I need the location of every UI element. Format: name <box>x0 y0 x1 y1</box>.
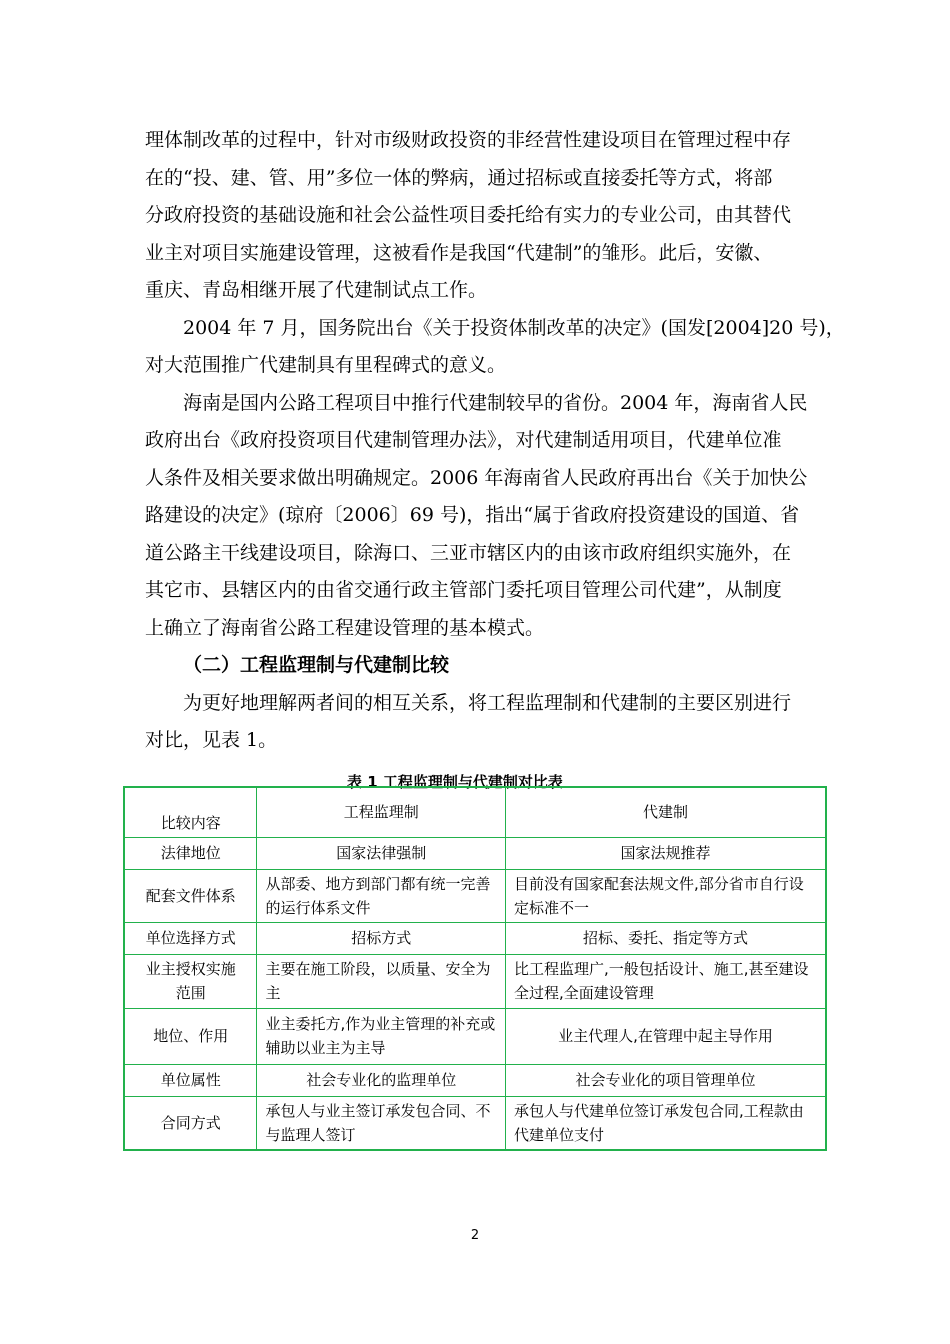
text-line: 为更好地理解两者间的相互关系，将工程监理制和代建制的主要区别进行 <box>183 691 792 714</box>
paragraph-1 <box>145 122 805 310</box>
table-row <box>124 1008 826 1064</box>
comparison-table-wrapper <box>123 786 827 1151</box>
table-caption: 表 1 工程监理制与代建制对比表 <box>347 772 563 791</box>
text-line: 海南是国内公路工程项目中推行代建制较早的省份。2004 年，海南省人民 <box>183 391 808 414</box>
table-row <box>124 1064 826 1096</box>
header-cell: 工程监理制 <box>257 787 506 837</box>
table-cell: 地位、作用 <box>124 1008 257 1064</box>
text-line: 政府出台《政府投资项目代建制管理办法》，对代建制适用项目，代建单位准 <box>145 429 782 451</box>
table-row <box>124 922 826 954</box>
table-cell: 业主委托方,作为业主管理的补充或辅助以业主为主导 <box>257 1008 506 1064</box>
table-cell: 配套文件体系 <box>124 869 257 922</box>
table-cell: 目前没有国家配套法规文件,部分省市自行设定标准不一 <box>505 869 826 922</box>
body-text <box>145 122 845 796</box>
text-line: 道公路主干线建设项目，除海口、三亚市辖区内的由该市政府组织实施外，在 <box>145 541 792 564</box>
table-cell: 合同方式 <box>124 1096 257 1150</box>
comparison-table <box>123 786 827 1151</box>
table-cell: 比工程监理广,一般包括设计、施工,甚至建设全过程,全面建设管理 <box>505 954 826 1008</box>
section-heading: （二）工程监理制与代建制比较 <box>183 654 450 676</box>
table-cell: 招标、委托、指定等方式 <box>505 922 826 954</box>
intro-paragraph <box>145 685 805 760</box>
table-cell: 业主授权实施范围 <box>124 954 257 1008</box>
table-row <box>124 837 826 869</box>
text-line: 对比，见表 1。 <box>145 729 278 751</box>
table-cell: 法律地位 <box>124 837 257 869</box>
table-cell: 承包人与代建单位签订承发包合同,工程款由代建单位支付 <box>505 1096 826 1150</box>
text-line: 路建设的决定》(琼府〔2006〕69 号)，指出“属于省政府投资建设的国道、省 <box>145 504 800 526</box>
table-row <box>124 869 826 922</box>
header-cell: 比较内容 <box>124 787 257 837</box>
table-header-row <box>124 787 826 837</box>
text-line: 分政府投资的基础设施和社会公益性项目委托给有实力的专业公司，由其替代 <box>145 204 792 226</box>
table-cell: 单位属性 <box>124 1064 257 1096</box>
text-line: 2004 年 7 月，国务院出台《关于投资体制改革的决定》(国发[2004]20 号)， <box>183 316 845 339</box>
text-line: 业主对项目实施建设管理，这被看作是我国“代建制”的雏形。此后，安徽、 <box>145 241 773 264</box>
text-line: 理体制改革的过程中，针对市级财政投资的非经营性建设项目在管理过程中存 <box>145 129 792 151</box>
table-cell: 国家法律强制 <box>257 837 506 869</box>
table-cell: 承包人与业主签订承发包合同、不与监理人签订 <box>257 1096 506 1150</box>
table-row <box>124 1096 826 1150</box>
text-line: 其它市、县辖区内的由省交通行政主管部门委托项目管理公司代建”，从制度 <box>145 579 782 601</box>
text-line: 人条件及相关要求做出明确规定。2006 年海南省人民政府再出台《关于加快公 <box>145 466 808 489</box>
table-cell: 单位选择方式 <box>124 922 257 954</box>
paragraph-3 <box>145 385 808 648</box>
text-line: 对大范围推广代建制具有里程碑式的意义。 <box>145 354 507 376</box>
text-line: 在的“投、建、管、用”多位一体的弊病，通过招标或直接委托等方式，将部 <box>145 166 773 189</box>
table-cell: 社会专业化的项目管理单位 <box>505 1064 826 1096</box>
table-cell: 从部委、地方到部门都有统一完善的运行体系文件 <box>257 869 506 922</box>
table-cell: 国家法规推荐 <box>505 837 826 869</box>
table-cell: 业主代理人,在管理中起主导作用 <box>505 1008 826 1064</box>
table-cell: 社会专业化的监理单位 <box>257 1064 506 1096</box>
table-cell: 招标方式 <box>257 922 506 954</box>
page-number: 2 <box>470 1228 480 1243</box>
text-line: 上确立了海南省公路工程建设管理的基本模式。 <box>145 616 545 639</box>
table-cell: 主要在施工阶段，以质量、安全为主 <box>257 954 506 1008</box>
header-cell: 代建制 <box>505 787 826 837</box>
text-line: 重庆、青岛相继开展了代建制试点工作。 <box>145 279 488 301</box>
table-row <box>124 954 826 1008</box>
paragraph-2 <box>145 310 845 385</box>
